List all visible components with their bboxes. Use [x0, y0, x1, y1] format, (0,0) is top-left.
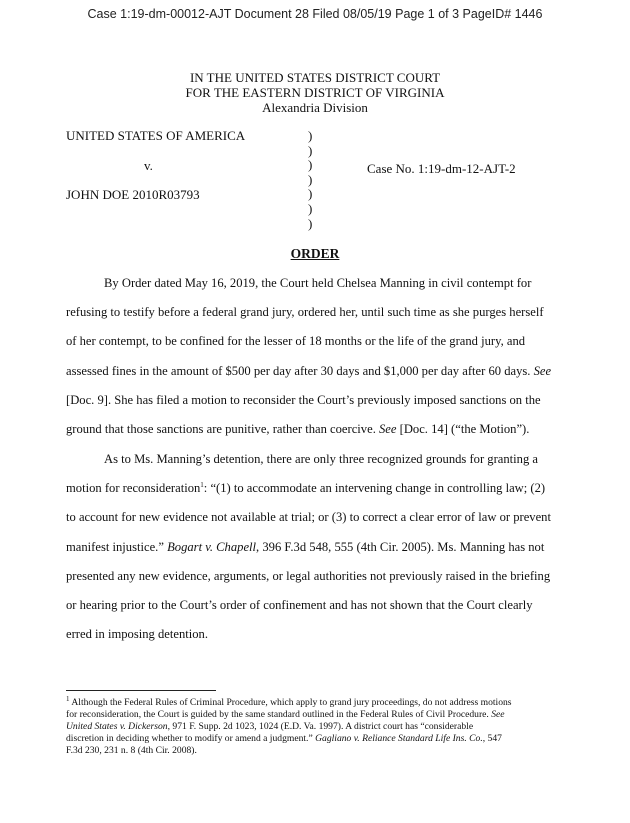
footnote-line	[66, 694, 512, 708]
order-title: ORDER	[290, 246, 340, 261]
caption-paren: )	[308, 171, 313, 187]
body-text: [Doc. 14] (“the Motion”).	[396, 422, 530, 436]
caption-plaintiff: UNITED STATES OF AMERICA	[66, 128, 246, 143]
body-line: By Order dated May 16, 2019, the Court held Chelsea Manning in civil contempt for	[104, 276, 532, 290]
case-citation: United States v. Dickerson	[66, 721, 168, 732]
body-line: to account for new evidence not available at trial; or (3) to correct a clear error of law or prevent	[66, 510, 551, 524]
case-citation: Bogart v. Chapell	[167, 540, 257, 554]
court-name-line: IN THE UNITED STATES DISTRICT COURT	[189, 70, 441, 85]
body-text: manifest injustice.”	[66, 540, 168, 554]
footnote-line: F.3d 230, 231 n. 8 (4th Cir. 2008).	[66, 745, 197, 756]
court-heading	[0, 70, 630, 115]
footnote-line	[66, 709, 505, 720]
caption-paren: )	[308, 128, 313, 143]
body-line: refusing to testify before a federal grand jury, ordered her, until such time as she purges herself	[66, 305, 544, 319]
signal-see: See	[491, 709, 505, 720]
body-line: presented any new evidence, arguments, or legal authorities not previously raised in the briefing	[66, 569, 551, 583]
body-line: erred in imposing detention.	[66, 627, 208, 641]
caption-paren: )	[308, 200, 313, 216]
footnote-text: discretion in deciding whether to modify or amend a judgment.”	[66, 733, 316, 744]
body-line: or hearing prior to the Court’s order of confinement and has not shown that the Court clearly	[66, 598, 533, 612]
body-line	[66, 481, 545, 496]
footnote-text: , 547	[482, 733, 502, 744]
body-text: motion for reconsideration	[66, 481, 201, 495]
footnote-reference[interactable]: 1	[200, 480, 204, 489]
body-line: As to Ms. Manning’s detention, there are only three recognized grounds for granting a	[104, 452, 539, 466]
footnote-separator	[66, 690, 216, 691]
caption-paren: )	[308, 157, 313, 173]
footnote-line	[66, 721, 473, 732]
case-citation: Gagliano v. Reliance Standard Life Ins. Co.	[315, 733, 483, 744]
footnote-text: for reconsideration, the Court is guided by the same standard outlined in the Federal Rules of Civil Procedure.	[66, 709, 492, 720]
court-division-line: Alexandria Division	[262, 100, 368, 115]
body-line: [Doc. 9]. She has filed a motion to reconsider the Court’s previously imposed sanctions on the	[66, 393, 541, 407]
body-text: ground that those sanctions are punitive, rather than coercive.	[66, 422, 379, 436]
body-text: , 396 F.3d 548, 555 (4th Cir. 2005). Ms. Manning has not	[256, 540, 545, 554]
caption-defendant: JOHN DOE 2010R03793	[66, 187, 200, 202]
body-line	[66, 364, 551, 379]
caption-paren: )	[308, 142, 313, 158]
body-text: assessed fines in the amount of $500 per day after 30 days and $1,000 per day after 60 days.	[66, 364, 534, 378]
court-district-line: FOR THE EASTERN DISTRICT OF VIRGINIA	[185, 85, 445, 100]
caption-paren: )	[308, 215, 313, 231]
footnote-line	[66, 733, 502, 744]
body-text: : “(1) to accommodate an intervening change in controlling law; (2)	[203, 481, 546, 495]
case-number: Case No. 1:19-dm-12-AJT-2	[367, 161, 516, 176]
footnote-text: , 971 F. Supp. 2d 1023, 1024 (E.D. Va. 1997). A district court has “considerable	[167, 721, 474, 732]
caption-paren: )	[308, 186, 313, 202]
signal-see: See	[533, 364, 552, 378]
ecf-header-stamp: Case 1:19-dm-00012-AJT Document 28 Filed 08/05/19 Page 1 of 3 PageID# 1446	[87, 7, 543, 21]
body-line	[66, 540, 544, 555]
caption-parentheses	[308, 129, 312, 231]
signal-see: See	[379, 422, 397, 436]
footnote-text: Although the Federal Rules of Criminal Procedure, which apply to grand jury proceedings, do not address motions	[69, 697, 512, 708]
caption-versus: v.	[144, 158, 153, 173]
body-line	[66, 422, 529, 437]
body-line: of her contempt, to be confined for the lesser of 18 months or the life of the grand jury, and	[66, 334, 526, 348]
footnote-mark: 1	[66, 694, 70, 703]
